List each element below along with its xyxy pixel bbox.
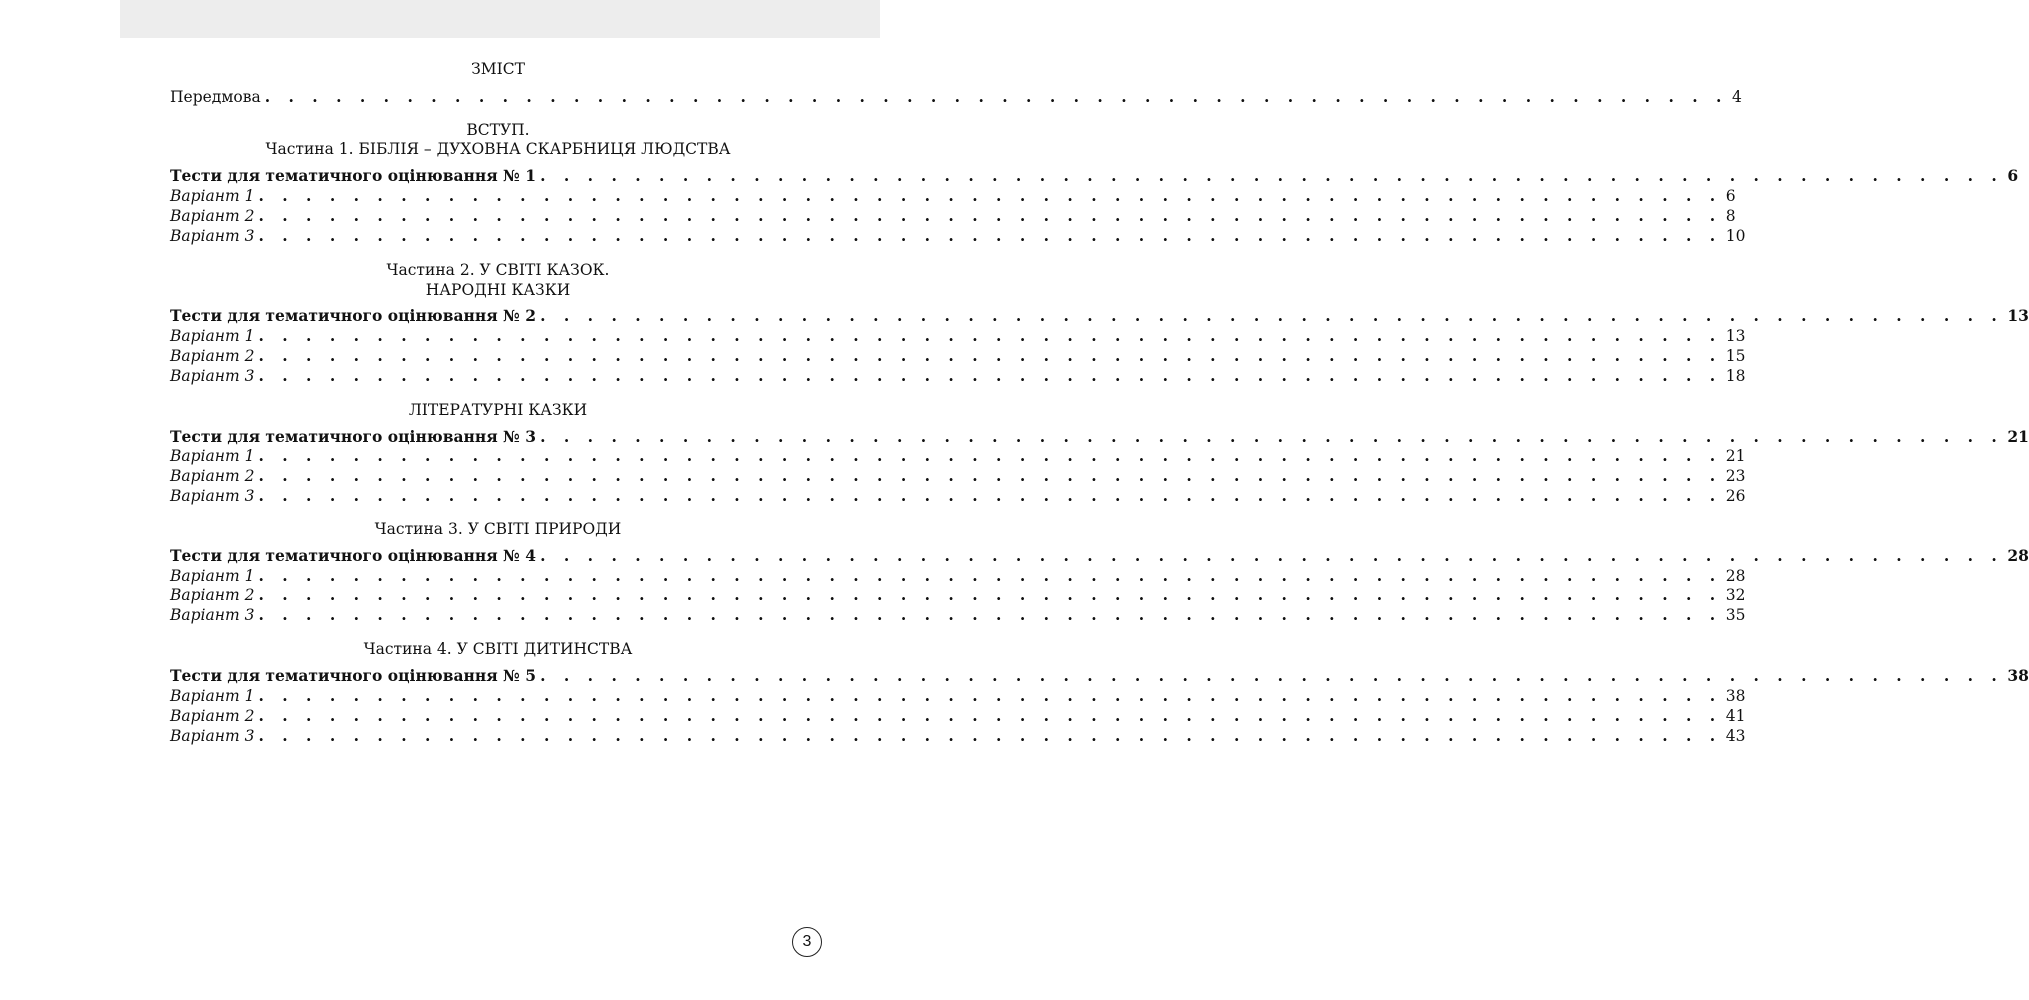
part3-title: Частина 3. У СВІТІ ПРИРОДИ <box>374 520 622 538</box>
toc-entry-variant[interactable] <box>170 605 1746 625</box>
entry-label: Тести для тематичного оцінювання № 1 <box>170 166 537 185</box>
toc-entry-variant[interactable] <box>170 486 1746 506</box>
entry-page: 41 <box>1725 707 1746 725</box>
entry-label: Варіант 3 <box>170 727 255 745</box>
toc-entry-variant[interactable] <box>170 226 1746 246</box>
part1-title: Частина 1. БІБЛІЯ – ДУХОВНА СКАРБНИЦЯ ЛЮДСТВА <box>265 140 731 158</box>
entry-page: 6 <box>1725 187 1736 205</box>
entry-label: Варіант 2 <box>170 207 255 225</box>
toc-entry-test-3[interactable] <box>170 427 2029 447</box>
entry-label: Тести для тематичного оцінювання № 5 <box>170 666 537 685</box>
entry-label: Варіант 2 <box>170 586 255 604</box>
dot-leader: . . . . . . . . . . . . . . . . . . . . . . . . . . . . . . . . . . . . . . . . . . . . . . . . . . . . . . . . . . . . . . <box>540 306 2004 325</box>
toc-entry-variant[interactable] <box>170 186 1736 206</box>
dot-leader: . . . . . . . . . . . . . . . . . . . . . . . . . . . . . . . . . . . . . . . . . . . . . . . . . . . . . . . . . . . . . . <box>258 566 1722 585</box>
toc-entry-variant[interactable] <box>170 326 1746 346</box>
entry-page: 26 <box>1725 487 1746 505</box>
toc-entry-variant[interactable] <box>170 346 1746 366</box>
entry-label: Варіант 1 <box>170 327 255 345</box>
dot-leader: . . . . . . . . . . . . . . . . . . . . . . . . . . . . . . . . . . . . . . . . . . . . . . . . . . . . . . . . . . . . . . <box>540 166 2004 185</box>
dot-leader: . . . . . . . . . . . . . . . . . . . . . . . . . . . . . . . . . . . . . . . . . . . . . . . . . . . . . . . . . . . . . . <box>258 446 1722 465</box>
entry-label: Варіант 1 <box>170 447 255 465</box>
entry-label: Варіант 2 <box>170 707 255 725</box>
dot-leader: . . . . . . . . . . . . . . . . . . . . . . . . . . . . . . . . . . . . . . . . . . . . . . . . . . . . . . . . . . . . . . <box>258 466 1722 485</box>
page-number-badge: 3 <box>792 927 822 957</box>
toc-heading: ЗМІСТ <box>471 60 525 78</box>
dot-leader: . . . . . . . . . . . . . . . . . . . . . . . . . . . . . . . . . . . . . . . . . . . . . . . . . . . . . . . . . . . . . . <box>258 326 1722 345</box>
intro-title: ВСТУП. <box>466 121 530 139</box>
entry-page: 6 <box>2007 166 2019 185</box>
dot-leader: . . . . . . . . . . . . . . . . . . . . . . . . . . . . . . . . . . . . . . . . . . . . . . . . . . . . . . . . . . . . . . <box>258 346 1722 365</box>
entry-page: 43 <box>1725 727 1746 745</box>
entry-label: Тести для тематичного оцінювання № 4 <box>170 546 537 565</box>
entry-page: 13 <box>2007 306 2029 325</box>
entry-page: 21 <box>2007 427 2029 446</box>
entry-label: Варіант 2 <box>170 347 255 365</box>
entry-page: 13 <box>1725 327 1746 345</box>
dot-leader: . . . . . . . . . . . . . . . . . . . . . . . . . . . . . . . . . . . . . . . . . . . . . . . . . . . . . . . . . . . . . . <box>258 605 1722 624</box>
toc-entry-variant[interactable] <box>170 706 1746 726</box>
entry-page: 38 <box>1725 687 1746 705</box>
toc-entry-test-4[interactable] <box>170 546 2029 566</box>
toc-entry-variant[interactable] <box>170 206 1736 226</box>
dot-leader: . . . . . . . . . . . . . . . . . . . . . . . . . . . . . . . . . . . . . . . . . . . . . . . . . . . . . . . . . . . . . . <box>258 186 1722 205</box>
toc-entry-variant[interactable] <box>170 585 1746 605</box>
entry-page: 15 <box>1725 347 1746 365</box>
entry-page: 28 <box>1725 567 1746 585</box>
dot-leader: . . . . . . . . . . . . . . . . . . . . . . . . . . . . . . . . . . . . . . . . . . . . . . . . . . . . . . . . . . . . . . <box>258 206 1722 225</box>
entry-label: Варіант 3 <box>170 367 255 385</box>
toc-entry-variant[interactable] <box>170 686 1746 706</box>
entry-label: Варіант 1 <box>170 187 255 205</box>
toc-entry-variant[interactable] <box>170 726 1746 746</box>
toc-entry-test-5[interactable] <box>170 666 2029 686</box>
dot-leader: . . . . . . . . . . . . . . . . . . . . . . . . . . . . . . . . . . . . . . . . . . . . . . . . . . . . . . . . . . . . . . <box>258 686 1722 705</box>
dot-leader: . . . . . . . . . . . . . . . . . . . . . . . . . . . . . . . . . . . . . . . . . . . . . . . . . . . . . . . . . . . . . . <box>258 486 1722 505</box>
top-gray-bar <box>120 0 880 38</box>
entry-page: 18 <box>1725 367 1746 385</box>
entry-page: 8 <box>1725 207 1736 225</box>
entry-label: Варіант 3 <box>170 487 255 505</box>
literary-tales-title: ЛІТЕРАТУРНІ КАЗКИ <box>408 401 588 419</box>
entry-page: 23 <box>1725 467 1746 485</box>
dot-leader: . . . . . . . . . . . . . . . . . . . . . . . . . . . . . . . . . . . . . . . . . . . . . . . . . . . . . . . . . . . . . . <box>258 366 1722 385</box>
entry-page: 35 <box>1725 606 1746 624</box>
dot-leader: . . . . . . . . . . . . . . . . . . . . . . . . . . . . . . . . . . . . . . . . . . . . . . . . . . . . . . . . . . . . . . <box>540 427 2004 446</box>
entry-label: Варіант 3 <box>170 606 255 624</box>
entry-page: 10 <box>1725 227 1746 245</box>
entry-page: 38 <box>2007 666 2029 685</box>
entry-label: Тести для тематичного оцінювання № 3 <box>170 427 537 446</box>
dot-leader: . . . . . . . . . . . . . . . . . . . . . . . . . . . . . . . . . . . . . . . . . . . . . . . . . . . . . . . . . . . . . . <box>258 585 1722 604</box>
entry-page: 32 <box>1725 586 1746 604</box>
entry-page: 21 <box>1725 447 1746 465</box>
dot-leader: . . . . . . . . . . . . . . . . . . . . . . . . . . . . . . . . . . . . . . . . . . . . . . . . . . . . . . . . . . . . . . <box>258 726 1722 745</box>
toc-entry-preface[interactable] <box>170 87 1742 107</box>
part4-title: Частина 4. У СВІТІ ДИТИНСТВА <box>363 640 633 658</box>
part2-title-line1: Частина 2. У СВІТІ КАЗОК. <box>386 261 610 279</box>
entry-page: 4 <box>1731 88 1742 106</box>
toc-entry-variant[interactable] <box>170 446 1746 466</box>
toc-entry-variant[interactable] <box>170 366 1746 386</box>
entry-label: Тести для тематичного оцінювання № 2 <box>170 306 537 325</box>
entry-label: Варіант 1 <box>170 567 255 585</box>
dot-leader: . . . . . . . . . . . . . . . . . . . . . . . . . . . . . . . . . . . . . . . . . . . . . . . . . . . . . . . . . . . . . . <box>258 706 1722 725</box>
dot-leader: . . . . . . . . . . . . . . . . . . . . . . . . . . . . . . . . . . . . . . . . . . . . . . . . . . . . . . . . . . . . . . <box>258 226 1722 245</box>
entry-label: Варіант 3 <box>170 227 255 245</box>
part2-title-line2: НАРОДНІ КАЗКИ <box>425 281 571 299</box>
toc-entry-test-1[interactable] <box>170 166 2019 186</box>
entry-label: Передмова <box>170 88 261 106</box>
dot-leader: . . . . . . . . . . . . . . . . . . . . . . . . . . . . . . . . . . . . . . . . . . . . . . . . . . . . . . . . . . . . . . <box>540 546 2004 565</box>
entry-label: Варіант 2 <box>170 467 255 485</box>
dot-leader: . . . . . . . . . . . . . . . . . . . . . . . . . . . . . . . . . . . . . . . . . . . . . . . . . . . . . . . . . . . . . . <box>540 666 2004 685</box>
toc-entry-variant[interactable] <box>170 566 1746 586</box>
toc-entry-variant[interactable] <box>170 466 1746 486</box>
toc-entry-test-2[interactable] <box>170 306 2029 326</box>
entry-page: 28 <box>2007 546 2029 565</box>
dot-leader: . . . . . . . . . . . . . . . . . . . . . . . . . . . . . . . . . . . . . . . . . . . . . . . . . . . . . . . . . . . . . . <box>264 87 1728 106</box>
entry-label: Варіант 1 <box>170 687 255 705</box>
